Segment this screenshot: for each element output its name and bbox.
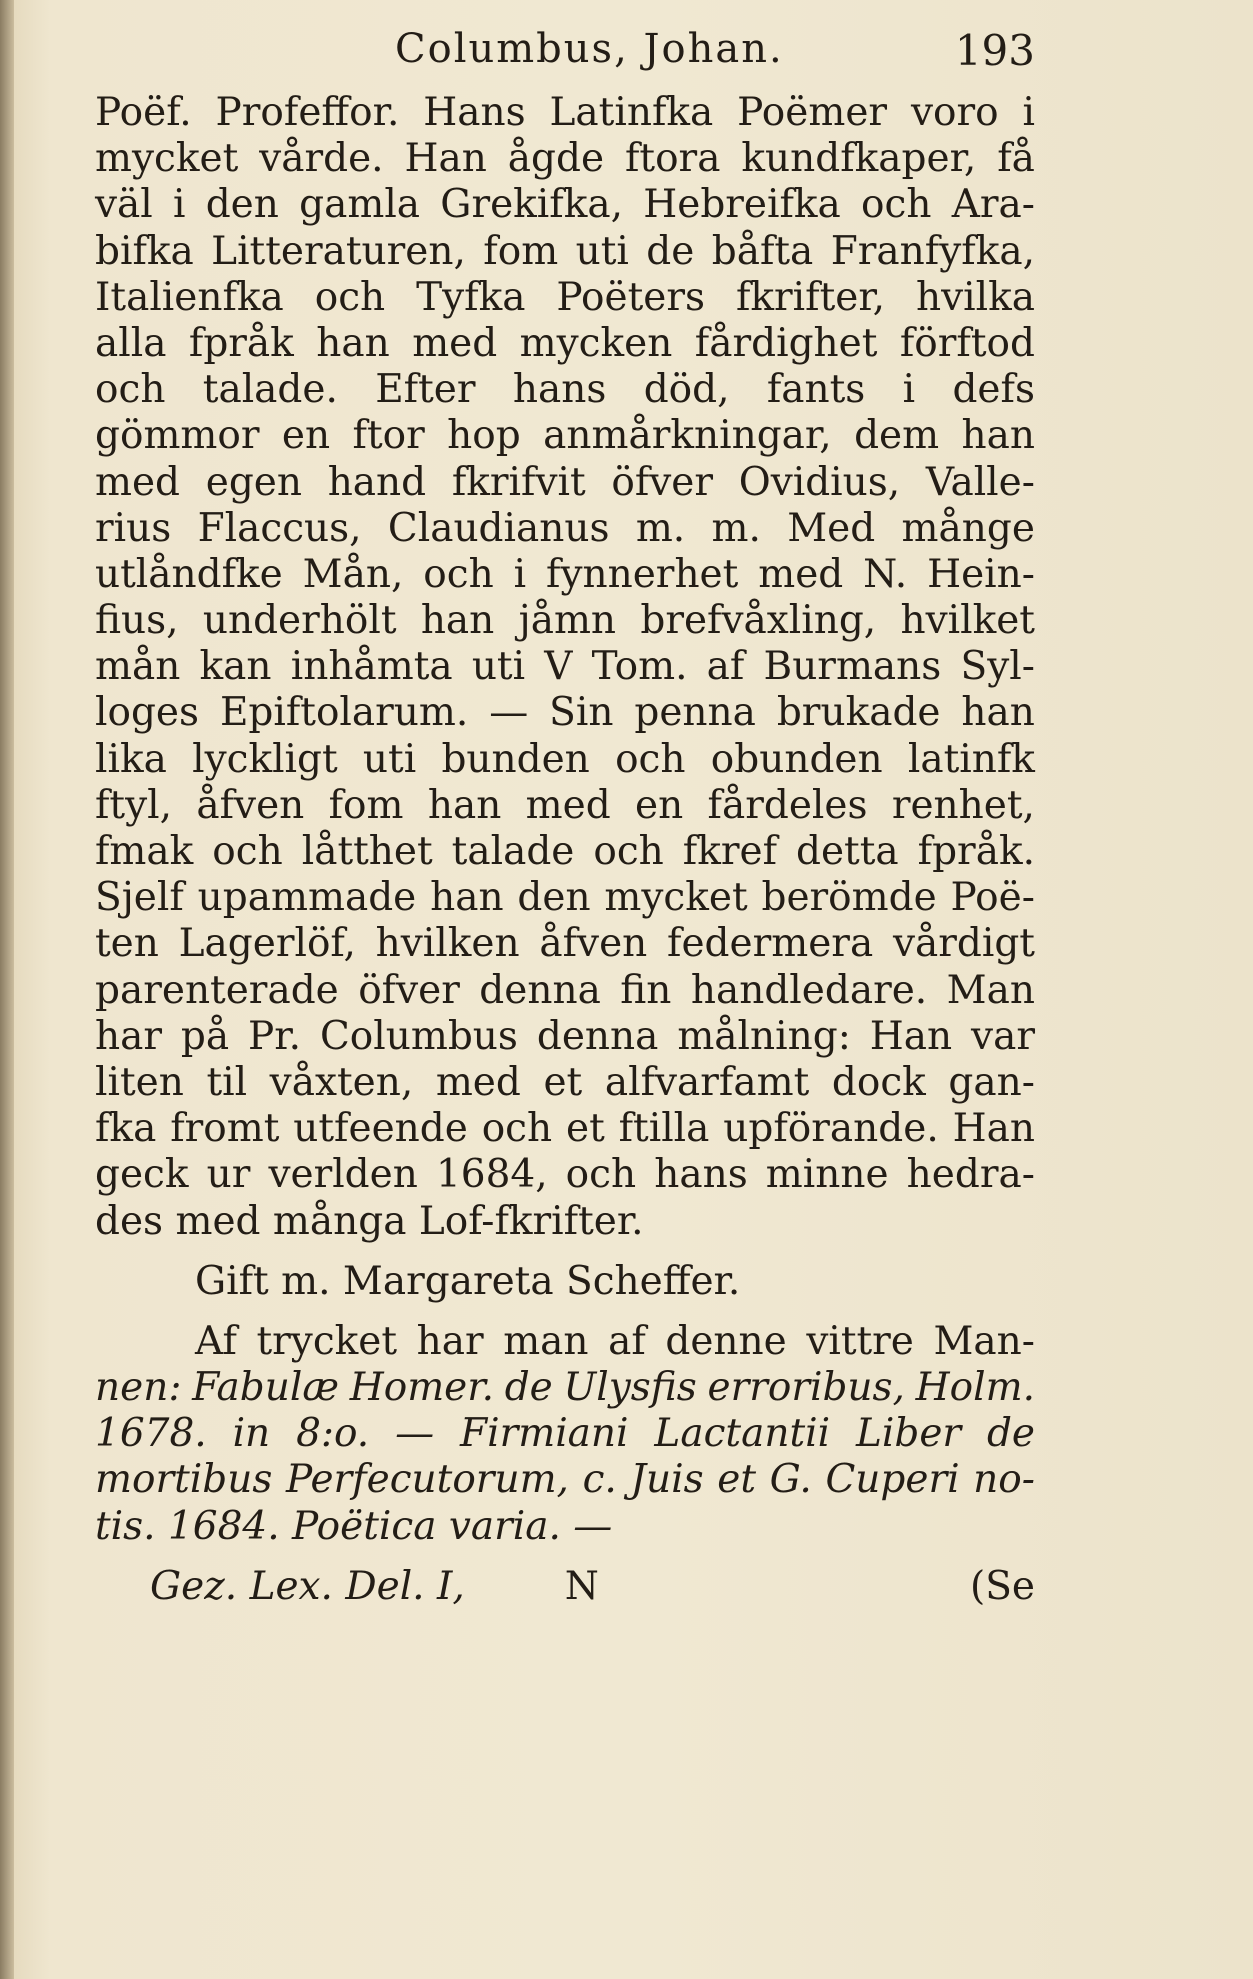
text-line: geck ur verlden 1684, och hans minne hedra- (95, 1152, 1035, 1198)
text-line: alla fpråk han med mycken fårdighet förftod (95, 320, 1035, 366)
text-line: gömmor en ftor hop anmårkningar, dem han (95, 413, 1035, 459)
text-line: mortibus Perfecutorum, c. Juis et G. Cuperi no- (95, 1457, 1035, 1503)
page-text (95, 90, 1035, 1610)
married-line: Gift m. Margareta Scheffer. (195, 1258, 741, 1304)
text-line: fmak och låtthet talade och fkref detta fpråk. (95, 829, 1035, 874)
text-line: Af trycket har man af denne vittre Man- (195, 1318, 1035, 1364)
text-line: parenterade öfver denna fin handledare. Man (95, 967, 1035, 1013)
page-number: 193 (954, 26, 1035, 75)
text-line: tis. 1684. Poëtica varia. — (95, 1503, 613, 1549)
text-line: Italienfka och Tyfka Poëters fkrifter, hvilka (95, 274, 1035, 320)
text-line: rius Flaccus, Claudianus m. m. Med månge (95, 505, 1035, 551)
text-line: 1678. in 8:o. — Firmiani Lactantii Liber de (95, 1411, 1035, 1457)
text-line: mycket vårde. Han ågde ftora kundfkaper, få (95, 136, 1035, 182)
text-line: utlåndfke Mån, och i fynnerhet med N. Hein- (95, 551, 1035, 597)
text-line: Poëf. Profeffor. Hans Latinfka Poëmer voro i (95, 90, 1035, 135)
paragraph-biography (95, 90, 1035, 1245)
text-line: fka fromt utfeende och et ftilla upförande. Han (95, 1106, 1035, 1152)
text-line: liten til våxten, med et alfvarfamt dock gan- (95, 1059, 1035, 1105)
catchword: (Se (969, 1563, 1035, 1609)
text-line: fius, underhölt han jåmn brefvåxling, hvilket (95, 598, 1035, 644)
paragraph-works (95, 1319, 1035, 1550)
text-line: des med många Lof-fkrifter. (95, 1198, 644, 1244)
text-line: väl i den gamla Grekifka, Hebreifka och Ara- (95, 182, 1035, 228)
signature-mark: N (564, 1563, 599, 1609)
text-line: ten Lagerlöf, hvilken åfven federmera vårdigt (95, 921, 1035, 967)
text-line: Sjelf upammade han den mycket berömde Poë- (95, 875, 1035, 921)
text-line: har på Pr. Columbus denna målning: Han var (95, 1013, 1035, 1059)
text-line: mån kan inhåmta uti V Tom. af Burmans Syl- (95, 644, 1035, 690)
source-reference: Gez. Lex. Del. I, (150, 1563, 465, 1609)
text-line: lika lyckligt uti bunden och obunden latinfk (95, 736, 1035, 782)
page-gutter (0, 0, 14, 1979)
text-line: med egen hand fkrifvit öfver Ovidius, Valle- (95, 459, 1035, 505)
text-line: och talade. Efter hans död, fants i defs (95, 367, 1035, 413)
text-line: loges Epiftolarum. — Sin penna brukade han (95, 690, 1035, 736)
page-header (95, 16, 1035, 86)
text-line: nen: Fabulæ Homer. de Ulysfis erroribus, Holm. (95, 1365, 1035, 1411)
running-head: Columbus, Johan. (395, 26, 784, 72)
text-line: bifka Litteraturen, fom uti de båfta Franfyfka, (95, 228, 1035, 274)
text-line: ftyl, åfven fom han med en fårdeles renhet, (95, 782, 1035, 828)
signature-line (95, 1564, 1035, 1610)
